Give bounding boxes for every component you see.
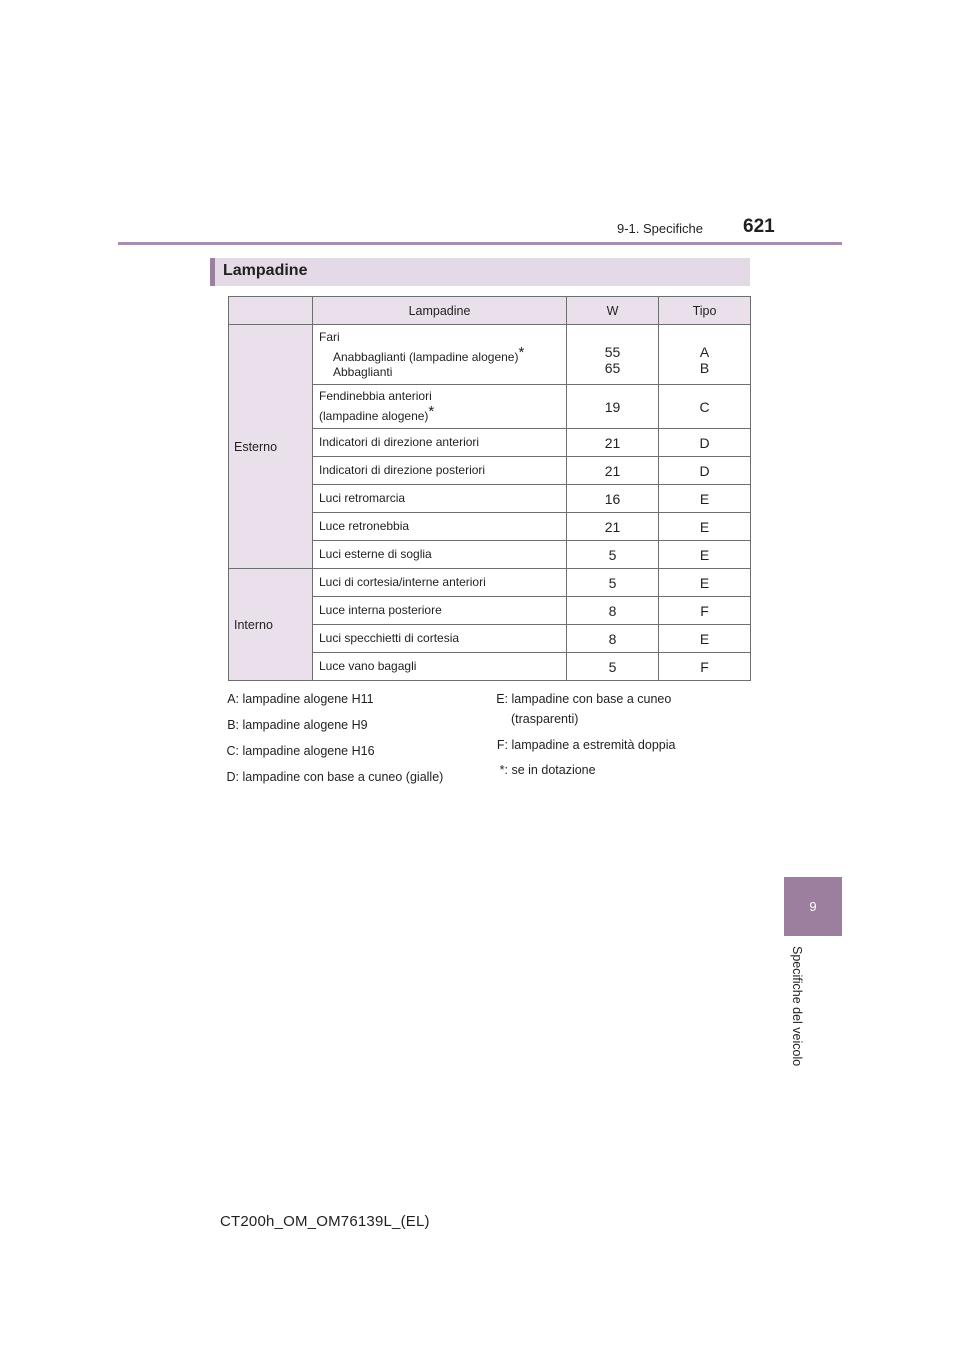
legend-key: F:: [496, 738, 508, 752]
legend-c: [224, 744, 375, 758]
legend-b: [224, 718, 368, 732]
watt-cell: 5: [567, 569, 659, 597]
watt-value: 65: [604, 359, 621, 376]
section-title: [210, 258, 750, 286]
bulb-cell: Indicatori di direzione anteriori: [313, 429, 567, 457]
watt-value: 55: [604, 343, 621, 360]
bulb-cell: Luci di cortesia/interne anteriori: [313, 569, 567, 597]
category-cell-interior: Interno: [229, 569, 313, 681]
watt-cell: 5: [567, 541, 659, 569]
section-title-text: Lampadine: [223, 262, 308, 279]
bulb-label: [319, 345, 566, 365]
bulb-cell: [313, 385, 567, 429]
watt-cell: 21: [567, 513, 659, 541]
chapter-number: 9: [809, 899, 817, 914]
bulb-cell: Luci specchietti di cortesia: [313, 625, 567, 653]
watt-cell: [567, 325, 659, 385]
watt-cell: 8: [567, 597, 659, 625]
type-cell: C: [659, 385, 751, 429]
bulb-cell: [313, 325, 567, 385]
legend-text: se in dotazione: [511, 763, 596, 777]
chapter-tab: [784, 877, 842, 936]
header-cell-type: Tipo: [659, 297, 751, 325]
legend-text: lampadine a estremità doppia: [511, 738, 676, 752]
type-cell: D: [659, 457, 751, 485]
table-header-row: [229, 297, 751, 325]
watt-cell: 5: [567, 653, 659, 681]
watt-cell: 21: [567, 457, 659, 485]
type-cell: E: [659, 569, 751, 597]
bulb-label-text: Anabbaglianti (lampadine alogene): [333, 349, 519, 364]
header-rule: [118, 242, 842, 245]
legend-d: [224, 770, 443, 784]
bulb-group-label: Fari: [319, 329, 340, 344]
bulb-cell: Luce retronebbia: [313, 513, 567, 541]
type-cell: E: [659, 513, 751, 541]
table-row: [229, 569, 751, 597]
legend-e-continued: (trasparenti): [511, 712, 579, 726]
header-cell-watt: W: [567, 297, 659, 325]
watt-cell: 19: [567, 385, 659, 429]
document-code: CT200h_OM_OM76139L_(EL): [220, 1213, 430, 1230]
legend-key: D:: [226, 770, 239, 784]
legend-text: lampadine alogene H9: [242, 718, 368, 732]
legend-key: A:: [227, 692, 239, 706]
bulb-label: Abbaglianti: [333, 364, 393, 379]
bulb-cell: Luce vano bagagli: [313, 653, 567, 681]
legend-f: [493, 738, 675, 752]
legend-text: lampadine con base a cuneo (gialle): [242, 770, 444, 784]
watt-cell: 16: [567, 485, 659, 513]
type-cell: [659, 325, 751, 385]
bulbs-table: [228, 296, 751, 681]
type-cell: E: [659, 625, 751, 653]
type-cell: E: [659, 485, 751, 513]
bulb-label-text: (lampadine alogene): [319, 409, 429, 423]
legend-text: lampadine alogene H16: [242, 744, 375, 758]
bulb-cell: Luce interna posteriore: [313, 597, 567, 625]
bulb-label: Fendinebbia anteriori: [319, 389, 432, 403]
legend-key: C:: [226, 744, 239, 758]
watt-cell: 21: [567, 429, 659, 457]
legend-key: E:: [496, 692, 508, 706]
type-cell: D: [659, 429, 751, 457]
section-label: 9-1. Specifiche: [617, 221, 703, 236]
bulb-cell: Indicatori di direzione posteriori: [313, 457, 567, 485]
legend-a: [224, 692, 374, 706]
type-cell: F: [659, 653, 751, 681]
legend-star: [493, 763, 596, 777]
footnote-mark: *: [518, 343, 525, 361]
legend-e: [493, 692, 671, 706]
header-cell-category: [229, 297, 313, 325]
legend-key: *:: [499, 763, 508, 777]
type-cell: E: [659, 541, 751, 569]
watt-cell: 8: [567, 625, 659, 653]
type-value: B: [699, 359, 710, 376]
section-title-accent: [210, 258, 215, 286]
type-cell: F: [659, 597, 751, 625]
page-number: 621: [743, 216, 775, 237]
header-cell-bulb: Lampadine: [313, 297, 567, 325]
legend-text: lampadine alogene H11: [242, 692, 374, 706]
footnote-mark: *: [428, 403, 435, 420]
legend-key: B:: [227, 718, 239, 732]
category-cell-exterior: Esterno: [229, 325, 313, 569]
legend-text: lampadine con base a cuneo: [511, 692, 672, 706]
type-value: A: [699, 343, 710, 360]
bulb-cell: Luci esterne di soglia: [313, 541, 567, 569]
bulb-cell: Luci retromarcia: [313, 485, 567, 513]
chapter-label: Specifiche del veicolo: [790, 946, 804, 1067]
table-row: [229, 325, 751, 385]
